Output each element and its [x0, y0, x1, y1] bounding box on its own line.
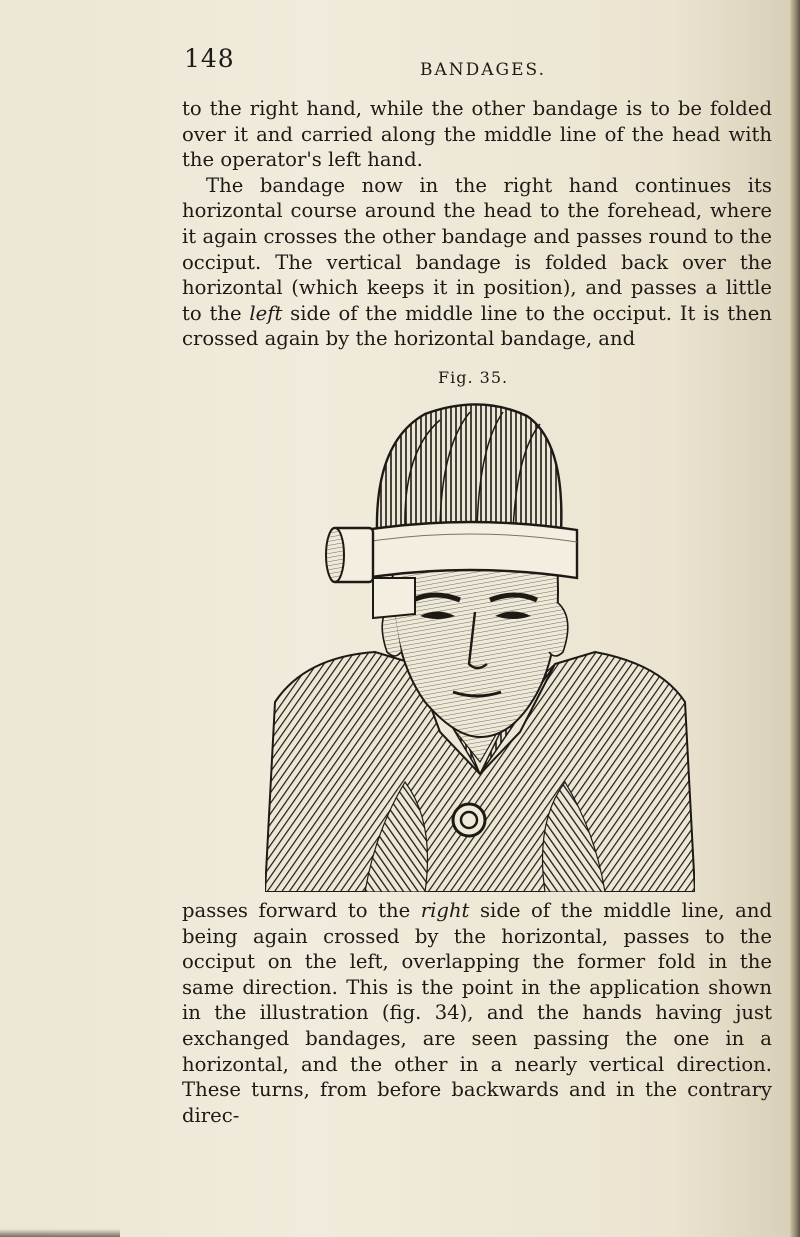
engraving-image [265, 402, 695, 892]
paragraph-3-part-b: side of the middle line, and being again crossed by the horizontal, passes to the occiput on the left, overlapping the former fold in the same direction. This is the point in the application shown in the illustration (fig. 34), and the hands having just exchanged bandages, are seen passing the one in a horizontal, and the other in a nearly vertical direction. These turns, from before backwards and in the contrary direc- [182, 899, 772, 1127]
page-number: 148 [184, 44, 235, 73]
paragraph-3-italic: right [420, 899, 470, 922]
figure-caption: Fig. 35. [438, 368, 509, 387]
paragraph-2-part-a: The bandage now in the right hand continues its horizontal course around the head to the forehead, where it again crosses the other bandage and passes round to the occiput. The vertical bandage is folded back over the horizontal (which keeps it in position), and passes a little to the [182, 173, 772, 325]
running-head: BANDAGES. [420, 60, 546, 80]
paragraph-3 [182, 898, 772, 1128]
paragraph-2-italic: left [249, 301, 283, 325]
paragraph-2 [182, 173, 772, 352]
book-spine-edge [790, 0, 800, 1237]
paragraph-1: to the right hand, while the other bandage is to be folded over it and carried along the middle line of the head with the operator's left hand. [182, 97, 772, 172]
paragraph-3-part-a: passes forward to the [182, 899, 421, 922]
page-bottom-shadow [0, 1229, 120, 1237]
body-text-bottom [182, 898, 772, 1128]
figure-bandaged-head-illustration [265, 402, 695, 892]
paragraph-2-part-b: side of the middle line to the occiput. It is then crossed again by the horizontal bandage, and [182, 301, 773, 351]
body-text-top [182, 96, 772, 352]
